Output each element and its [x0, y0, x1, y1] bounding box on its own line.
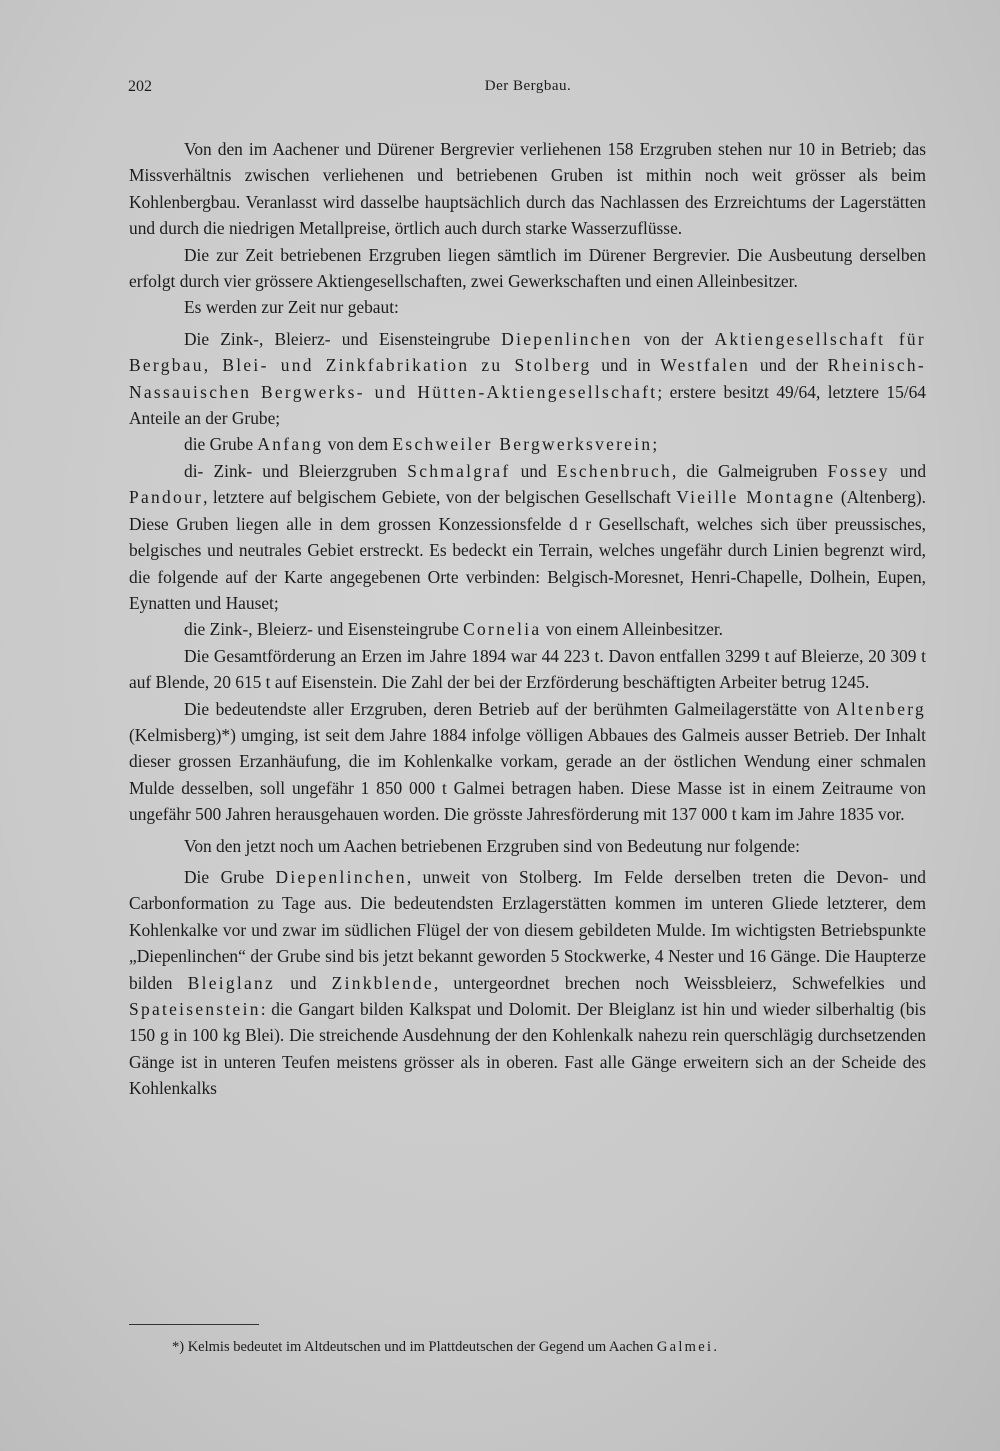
paragraph: Die Gesamtförderung an Erzen im Jahre 1894 war 44 223 t. Davon entfallen 3299 t auf Bleierze, 20 309 t auf Blende, 20 615 t auf Eisenstein. Die Zahl der bei der Erzförderung beschäftigten Arbeiter betrug 1245.: [129, 645, 926, 693]
page-header: [128, 78, 928, 102]
footnote: *) Kelmis bedeutet im Altdeutschen und im Plattdeutschen der Gegend um Aachen Galmei.: [172, 1339, 717, 1355]
body-text: [129, 136, 926, 1102]
running-head: Der Bergbau.: [484, 78, 572, 94]
footnote-divider: [129, 1324, 259, 1325]
paragraph: die Zink-, Bleierz- und Eisensteingrube Cornelia von einem Alleinbesitzer.: [184, 619, 724, 640]
paragraph: Es werden zur Zeit nur gebaut:: [184, 297, 399, 318]
paragraph: die Grube Anfang von dem Eschweiler Bergwerksverein;: [184, 434, 658, 455]
paragraph: Von den jetzt noch um Aachen betriebenen Erzgruben sind von Bedeutung nur folgende:: [184, 835, 800, 856]
paragraph: Die Zink-, Bleierz- und Eisensteingrube Diepenlinchen von der Aktiengesellschaft für Bergbau, Blei- und Zinkfabrikation zu Stolberg und in Westfalen und der Rheinisch-Nassauischen Bergwerks- und Hütten-Aktiengesellschaft; erstere besitzt 49/64, letztere 15/64 Anteile an der Grube;: [129, 328, 926, 429]
page-number: 202: [128, 78, 152, 95]
paragraph: di- Zink- und Bleierzgruben Schmalgraf und Eschenbruch, die Galmeigruben Fossey und Pandour, letztere auf belgischem Gebiete, von der belgischen Gesellschaft Vieille Montagne (Altenberg). Diese Gruben liegen alle in dem grossen Konzessionsfelde d r Gesellschaft, welches sich über preussisches, belgisches und neutrales Gebiet erstreckt. Es bedeckt ein Terrain, welches ungefähr durch Linien begrenzt wird, die folgende auf der Karte angegebenen Orte verbinden: Belgisch-Moresnet, Henri-Chapelle, Dolhein, Eupen, Eynatten und Hauset;: [129, 460, 927, 613]
paragraph: Die Grube Diepenlinchen, unweit von Stolberg. Im Felde derselben treten die Devon- und Carbonformation zu Tage aus. Die bedeutendsten Erzlagerstätten kommen im unteren Gliede letzterer, dem Kohlenkalke vor und zwar im südlichen Flügel der von diesem gebildeten Mulde. Im wichtigsten Betriebspunkte „Diepenlinchen“ der Grube sind bis jetzt bekannt geworden 5 Stockwerke, 4 Nester und 16 Gänge. Die Haupterze bilden Bleiglanz und Zinkblende, untergeordnet brechen noch Weissbleierz, Schwefelkies und Spateisenstein: die Gangart bilden Kalkspat und Dolomit. Der Bleiglanz ist hin und wieder silberhaltig (bis 150 g in 100 kg Blei). Die streichende Ausdehnung der den Kohlenkalk nahezu rein querschlägig durchsetzenden Gänge ist in unteren Teufen meistens grösser als in oberen. Fast alle Gänge erweitern sich an der Scheide des Kohlenkalks: [129, 866, 927, 1099]
paragraph: Von den im Aachener und Dürener Bergrevier verliehenen 158 Erzgruben stehen nur 10 in Betrieb; das Missverhältnis zwischen verliehenen und betriebenen Gruben ist mithin noch weit grösser als beim Kohlenbergbau. Veranlasst wird dasselbe hauptsächlich durch das Nachlassen des Erzreichtums der Lagerstätten und durch die niedrigen Metallpreise, örtlich auch durch starke Wasserzuflüsse.: [129, 139, 926, 239]
paragraph: Die zur Zeit betriebenen Erzgruben liegen sämtlich im Dürener Bergrevier. Die Ausbeutung derselben erfolgt durch vier grössere Aktiengesellschaften, zwei Gewerkschaften und einen Alleinbesitzer.: [129, 244, 926, 292]
paragraph: Die bedeutendste aller Erzgruben, deren Betrieb auf der berühmten Galmeilagerstätte von Altenberg (Kelmisberg)*) umging, ist seit dem Jahre 1884 infolge völligen Abbaues des Galmeis ausser Betrieb. Der Inhalt dieser grossen Erzanhäufung, die im Kohlenkalke vorkam, gerade an der östlichen Wendung einer schmalen Mulde desselben, soll ungefähr 1 850 000 t Galmei betragen haben. Diese Masse ist in einem Zeitraume von ungefähr 500 Jahren herausgehauen worden. Die grösste Jahresförderung mit 137 000 t kam im Jahre 1835 vor.: [129, 698, 926, 825]
